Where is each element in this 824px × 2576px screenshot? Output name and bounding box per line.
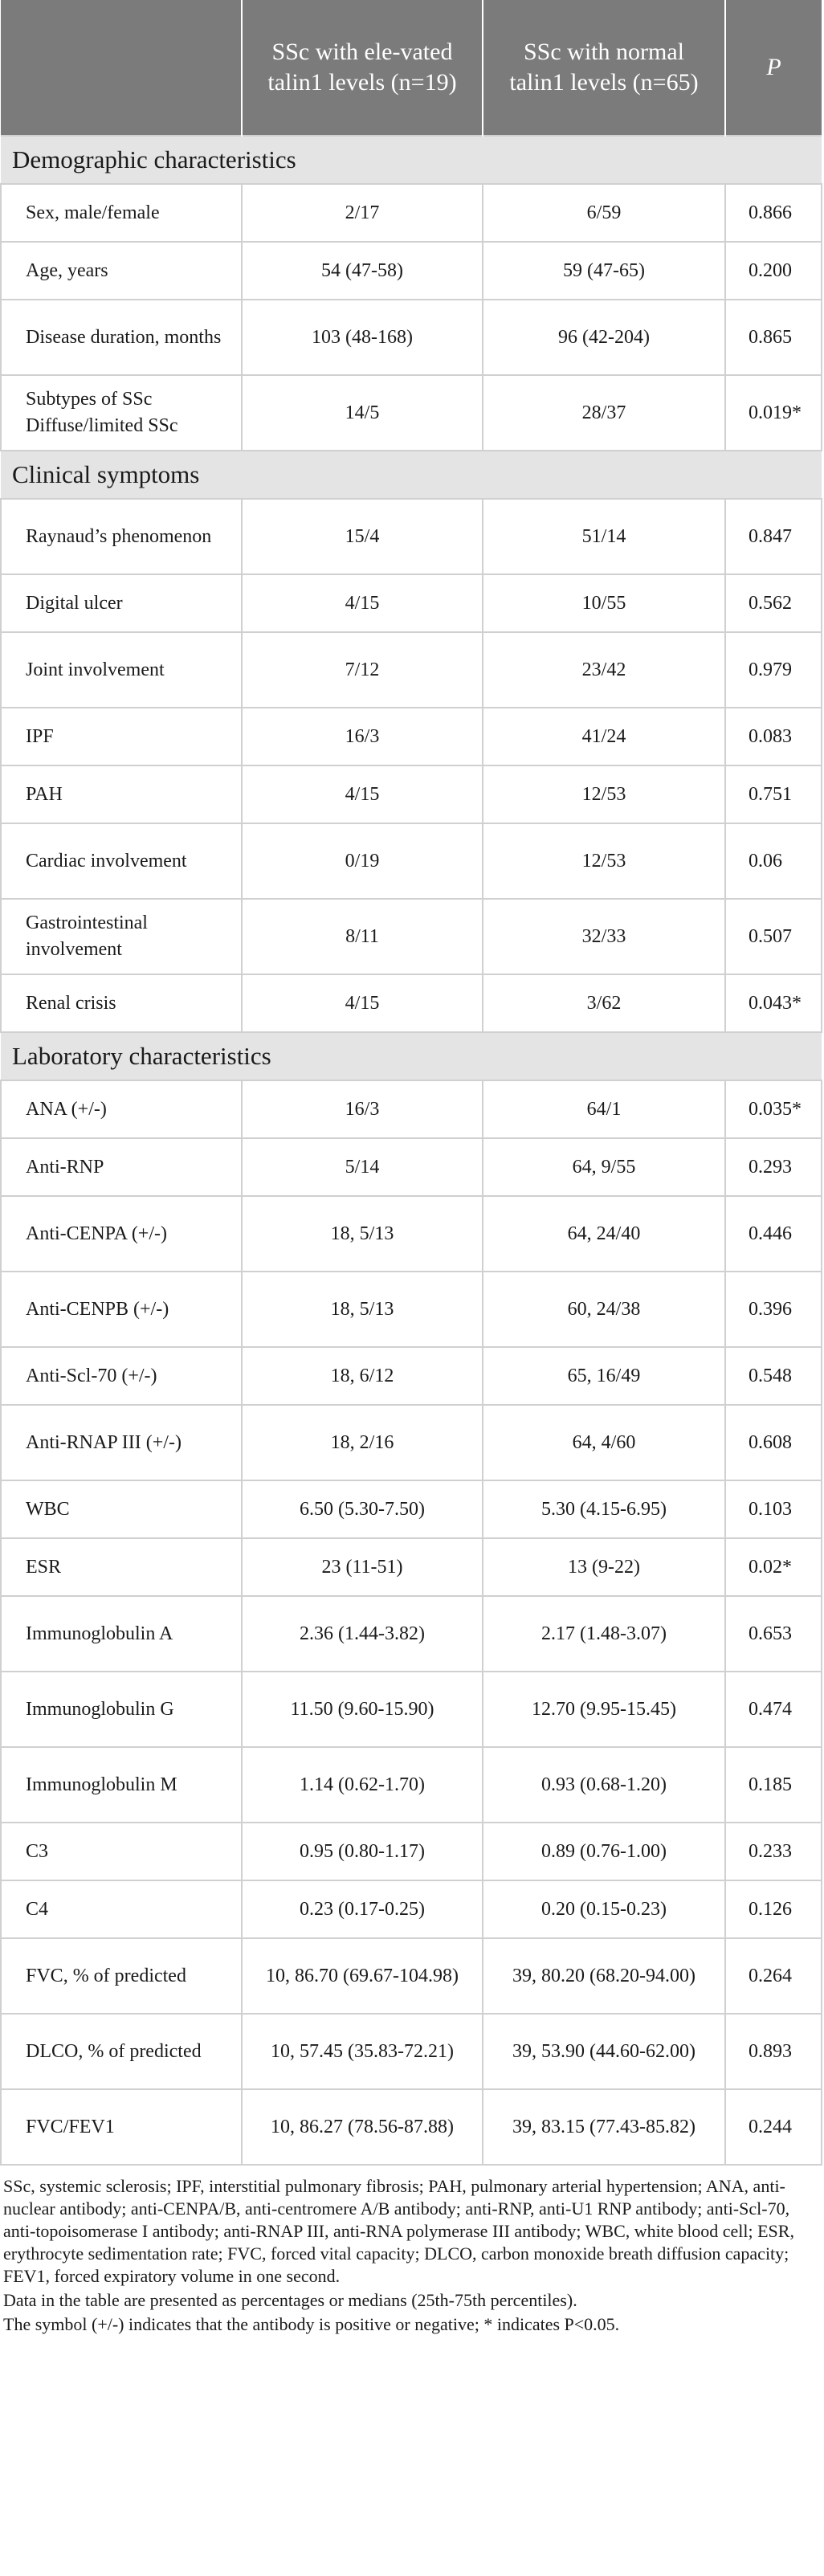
row-elevated-value: 18, 2/16	[242, 1405, 483, 1480]
row-elevated-value: 2/17	[242, 184, 483, 242]
row-normal-value: 13 (9-22)	[483, 1538, 725, 1596]
table-row	[1, 242, 822, 300]
row-label: Digital ulcer	[1, 574, 242, 632]
row-label: Anti-CENPA (+/-)	[1, 1196, 242, 1272]
section-title: Clinical symptoms	[1, 451, 822, 499]
table-row	[1, 823, 822, 899]
row-normal-value: 60, 24/38	[483, 1272, 725, 1347]
row-label: Disease duration, months	[1, 300, 242, 375]
header-elevated-column: SSc with ele-vated talin1 levels (n=19)	[242, 0, 483, 136]
row-p-value: 0.865	[725, 300, 822, 375]
row-p-value: 0.751	[725, 765, 822, 823]
table-row	[1, 300, 822, 375]
row-p-value: 0.043*	[725, 974, 822, 1032]
row-normal-value: 96 (42-204)	[483, 300, 725, 375]
row-p-value: 0.185	[725, 1747, 822, 1823]
header-normal-column: SSc with normal talin1 levels (n=65)	[483, 0, 725, 136]
row-label: Gastrointestinal involvement	[1, 899, 242, 974]
row-p-value: 0.446	[725, 1196, 822, 1272]
table-body	[1, 136, 822, 2165]
row-p-value: 0.653	[725, 1596, 822, 1672]
row-normal-value: 0.20 (0.15-0.23)	[483, 1880, 725, 1938]
row-label: C3	[1, 1823, 242, 1880]
row-elevated-value: 4/15	[242, 574, 483, 632]
row-p-value: 0.233	[725, 1823, 822, 1880]
table-row	[1, 2089, 822, 2165]
footnote: Data in the table are presented as percentages or medians (25th-75th percentiles).	[3, 2290, 577, 2310]
row-normal-value: 41/24	[483, 708, 725, 765]
table-row	[1, 1405, 822, 1480]
row-label: Anti-Scl-70 (+/-)	[1, 1347, 242, 1405]
row-label: Anti-RNAP III (+/-)	[1, 1405, 242, 1480]
table-row	[1, 184, 822, 242]
footnote: SSc, systemic sclerosis; IPF, interstitial pulmonary fibrosis; PAH, pulmonary arterial hypertension; ANA, anti-nuclear antibody; anti-CENPA/B, anti-centromere A/B antibody; anti-RNP, anti-U1 RNP antibody; anti-Scl-70, anti-topoisomerase I antibody; anti-RNAP III, anti-RNA polymerase III antibody; WBC, white blood cell; ESR, erythrocyte sedimentation rate; FVC, forced vital capacity; DLCO, carbon monoxide breath diffusion capacity; FEV1, forced expiratory volume in one second.	[3, 2176, 794, 2286]
row-elevated-value: 4/15	[242, 765, 483, 823]
row-p-value: 0.507	[725, 899, 822, 974]
row-elevated-value: 103 (48-168)	[242, 300, 483, 375]
section-header-row	[1, 1032, 822, 1080]
row-p-value: 0.103	[725, 1480, 822, 1538]
table-footnotes	[0, 2166, 822, 2336]
row-elevated-value: 5/14	[242, 1138, 483, 1196]
row-normal-value: 12/53	[483, 765, 725, 823]
row-label: Renal crisis	[1, 974, 242, 1032]
row-label: Sex, male/female	[1, 184, 242, 242]
row-p-value: 0.847	[725, 499, 822, 574]
row-normal-value: 64, 9/55	[483, 1138, 725, 1196]
footnote: The symbol (+/-) indicates that the antibody is positive or negative; * indicates P<0.05.	[3, 2314, 620, 2334]
row-elevated-value: 23 (11-51)	[242, 1538, 483, 1596]
row-p-value: 0.293	[725, 1138, 822, 1196]
row-normal-value: 51/14	[483, 499, 725, 574]
row-p-value: 0.866	[725, 184, 822, 242]
row-elevated-value: 54 (47-58)	[242, 242, 483, 300]
section-header-row	[1, 451, 822, 499]
table-row	[1, 1672, 822, 1747]
table-header-row	[1, 0, 822, 136]
table-row	[1, 974, 822, 1032]
row-p-value: 0.200	[725, 242, 822, 300]
row-normal-value: 64, 24/40	[483, 1196, 725, 1272]
section-header-row	[1, 136, 822, 184]
row-elevated-value: 0.23 (0.17-0.25)	[242, 1880, 483, 1938]
row-elevated-value: 16/3	[242, 1080, 483, 1138]
row-elevated-value: 18, 6/12	[242, 1347, 483, 1405]
row-label: Anti-CENPB (+/-)	[1, 1272, 242, 1347]
row-label: FVC/FEV1	[1, 2089, 242, 2165]
row-normal-value: 28/37	[483, 375, 725, 451]
table-row	[1, 499, 822, 574]
header-label-column	[1, 0, 242, 136]
table-row	[1, 1880, 822, 1938]
table-row	[1, 1480, 822, 1538]
table-row	[1, 1196, 822, 1272]
row-p-value: 0.02*	[725, 1538, 822, 1596]
row-elevated-value: 4/15	[242, 974, 483, 1032]
table-row	[1, 1747, 822, 1823]
row-normal-value: 32/33	[483, 899, 725, 974]
row-p-value: 0.035*	[725, 1080, 822, 1138]
row-p-value: 0.608	[725, 1405, 822, 1480]
row-label: Immunoglobulin A	[1, 1596, 242, 1672]
row-label: WBC	[1, 1480, 242, 1538]
table-row	[1, 632, 822, 708]
header-p-column: P	[725, 0, 822, 136]
section-title: Laboratory characteristics	[1, 1032, 822, 1080]
row-elevated-value: 16/3	[242, 708, 483, 765]
row-normal-value: 59 (47-65)	[483, 242, 725, 300]
row-elevated-value: 10, 57.45 (35.83-72.21)	[242, 2014, 483, 2089]
table-row	[1, 574, 822, 632]
table-row	[1, 708, 822, 765]
row-normal-value: 64/1	[483, 1080, 725, 1138]
row-elevated-value: 7/12	[242, 632, 483, 708]
row-p-value: 0.019*	[725, 375, 822, 451]
row-elevated-value: 0.95 (0.80-1.17)	[242, 1823, 483, 1880]
table-row	[1, 765, 822, 823]
row-normal-value: 23/42	[483, 632, 725, 708]
row-elevated-value: 0/19	[242, 823, 483, 899]
row-label: IPF	[1, 708, 242, 765]
row-elevated-value: 14/5	[242, 375, 483, 451]
row-label: ANA (+/-)	[1, 1080, 242, 1138]
row-label: Raynaud’s phenomenon	[1, 499, 242, 574]
row-p-value: 0.548	[725, 1347, 822, 1405]
row-elevated-value: 1.14 (0.62-1.70)	[242, 1747, 483, 1823]
row-p-value: 0.083	[725, 708, 822, 765]
row-elevated-value: 2.36 (1.44-3.82)	[242, 1596, 483, 1672]
row-elevated-value: 15/4	[242, 499, 483, 574]
row-p-value: 0.893	[725, 2014, 822, 2089]
row-label: Anti-RNP	[1, 1138, 242, 1196]
row-normal-value: 64, 4/60	[483, 1405, 725, 1480]
row-p-value: 0.979	[725, 632, 822, 708]
table-row	[1, 1347, 822, 1405]
row-label: C4	[1, 1880, 242, 1938]
table-row	[1, 2014, 822, 2089]
row-label: PAH	[1, 765, 242, 823]
row-elevated-value: 11.50 (9.60-15.90)	[242, 1672, 483, 1747]
row-elevated-value: 6.50 (5.30-7.50)	[242, 1480, 483, 1538]
row-elevated-value: 8/11	[242, 899, 483, 974]
row-label: DLCO, % of predicted	[1, 2014, 242, 2089]
table-row	[1, 1138, 822, 1196]
table-row	[1, 899, 822, 974]
row-normal-value: 0.89 (0.76-1.00)	[483, 1823, 725, 1880]
row-label: FVC, % of predicted	[1, 1938, 242, 2014]
row-p-value: 0.396	[725, 1272, 822, 1347]
row-normal-value: 2.17 (1.48-3.07)	[483, 1596, 725, 1672]
row-label: Immunoglobulin M	[1, 1747, 242, 1823]
row-label: ESR	[1, 1538, 242, 1596]
row-elevated-value: 18, 5/13	[242, 1196, 483, 1272]
row-elevated-value: 18, 5/13	[242, 1272, 483, 1347]
row-normal-value: 39, 53.90 (44.60-62.00)	[483, 2014, 725, 2089]
row-label: Cardiac involvement	[1, 823, 242, 899]
table-row	[1, 1080, 822, 1138]
row-elevated-value: 10, 86.70 (69.67-104.98)	[242, 1938, 483, 2014]
row-p-value: 0.244	[725, 2089, 822, 2165]
row-elevated-value: 10, 86.27 (78.56-87.88)	[242, 2089, 483, 2165]
row-normal-value: 12.70 (9.95-15.45)	[483, 1672, 725, 1747]
table-row	[1, 1938, 822, 2014]
row-p-value: 0.126	[725, 1880, 822, 1938]
table-row	[1, 1538, 822, 1596]
table-row	[1, 1823, 822, 1880]
row-p-value: 0.474	[725, 1672, 822, 1747]
row-label: Immunoglobulin G	[1, 1672, 242, 1747]
row-normal-value: 0.93 (0.68-1.20)	[483, 1747, 725, 1823]
row-normal-value: 10/55	[483, 574, 725, 632]
row-label: Age, years	[1, 242, 242, 300]
row-normal-value: 39, 83.15 (77.43-85.82)	[483, 2089, 725, 2165]
section-title: Demographic characteristics	[1, 136, 822, 184]
row-normal-value: 12/53	[483, 823, 725, 899]
row-normal-value: 3/62	[483, 974, 725, 1032]
table-row	[1, 375, 822, 451]
row-normal-value: 5.30 (4.15-6.95)	[483, 1480, 725, 1538]
table-row	[1, 1272, 822, 1347]
row-normal-value: 65, 16/49	[483, 1347, 725, 1405]
row-p-value: 0.562	[725, 574, 822, 632]
row-p-value: 0.264	[725, 1938, 822, 2014]
row-p-value: 0.06	[725, 823, 822, 899]
row-normal-value: 6/59	[483, 184, 725, 242]
row-label: Subtypes of SSc Diffuse/limited SSc	[1, 375, 242, 451]
row-label: Joint involvement	[1, 632, 242, 708]
table-row	[1, 1596, 822, 1672]
row-normal-value: 39, 80.20 (68.20-94.00)	[483, 1938, 725, 2014]
